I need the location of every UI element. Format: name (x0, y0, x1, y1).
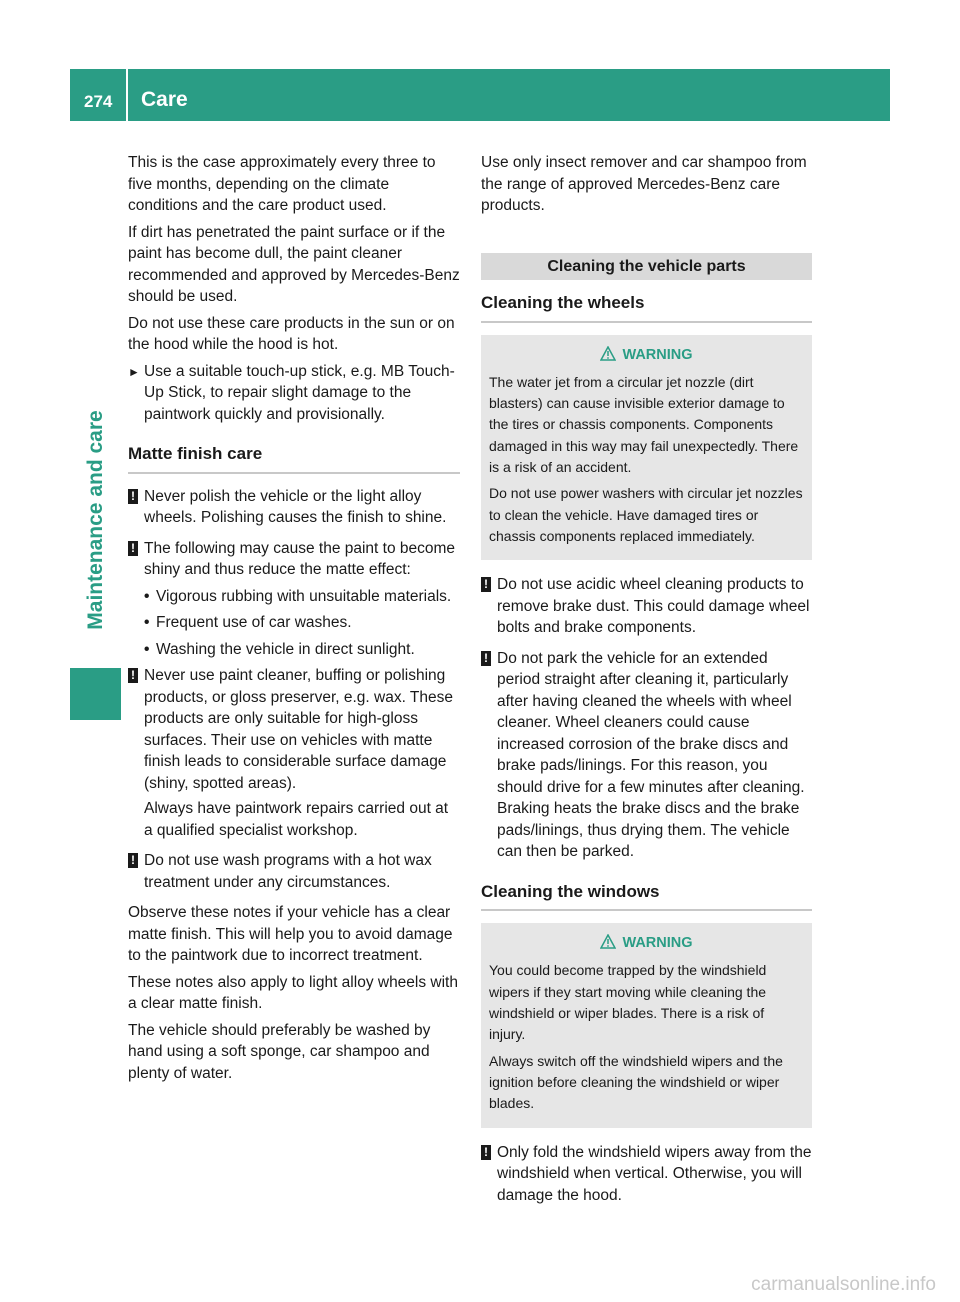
exclamation-icon: ! (481, 577, 491, 592)
note-text: Do not use acidic wheel cleaning products to remove brake dust. This could damage wheel bolts and brake components. (497, 576, 810, 637)
side-tab-marker (70, 668, 121, 720)
instruction-step (128, 361, 460, 426)
warning-header (489, 345, 804, 366)
section-heading-windows: Cleaning the windows (481, 881, 812, 912)
section-heading-wheels: Cleaning the wheels (481, 292, 812, 323)
left-column (128, 152, 460, 1089)
warning-header (489, 933, 804, 954)
paragraph: Use only insect remover and car shampoo from the range of approved Mercedes-Benz care products. (481, 154, 807, 214)
step-arrow-icon: ► (128, 364, 140, 379)
caution-note (128, 486, 460, 529)
paragraph: The vehicle should preferably be washed by hand using a soft sponge, car shampoo and plenty of water. (128, 1021, 431, 1082)
exclamation-icon: ! (481, 651, 491, 666)
warning-title: WARNING (622, 935, 693, 952)
bullet-icon: • (144, 614, 150, 631)
warning-text: Do not use power washers with circular jet nozzles to clean the vehicle. Have damaged tires or chassis components replaced immediately. (489, 485, 803, 544)
page-number: 274 (84, 92, 113, 111)
right-column (481, 152, 812, 1215)
note-text: The following may cause the paint to become shiny and thus reduce the matte effect: (144, 539, 456, 578)
caution-note (128, 538, 460, 581)
note-text: Never polish the vehicle or the light alloy wheels. Polishing causes the finish to shine. (144, 487, 447, 526)
bullet-list (128, 586, 460, 661)
bullet-icon: • (144, 640, 150, 658)
list-item (144, 639, 460, 661)
list-item-text: Washing the vehicle in direct sunlight. (156, 640, 415, 658)
list-item (144, 612, 460, 634)
list-item (144, 586, 460, 608)
caution-note (128, 665, 460, 794)
caution-note (481, 1142, 812, 1207)
exclamation-icon: ! (128, 853, 138, 868)
list-item-text: Frequent use of car washes. (156, 614, 352, 631)
chapter-title: Care (141, 88, 188, 111)
note-text: Do not use wash programs with a hot wax treatment under any circumstances. (144, 852, 432, 891)
caution-note (481, 574, 812, 639)
caution-note (481, 648, 812, 863)
paragraph: These notes also apply to light alloy wheels with a clear matte finish. (128, 973, 458, 1012)
header-divider (126, 69, 128, 121)
warning-text: The water jet from a circular jet nozzle (dirt blasters) can cause invisible exterior damage to the tires or chassis components. Components damaged in this way may fail unexpectedly. There is a risk of an accident. (489, 373, 799, 475)
bullet-icon: • (144, 587, 150, 605)
paragraph: This is the case approximately every three to five months, depending on the climate conditions and the care product used. (128, 154, 436, 214)
section-heading-vehicle-parts: Cleaning the vehicle parts (481, 253, 812, 281)
list-item-text: Vigorous rubbing with unsuitable materials. (156, 587, 452, 605)
site-watermark: carmanualsonline.info (751, 1274, 936, 1295)
section-heading-matte: Matte finish care (128, 443, 460, 474)
caution-note (128, 850, 460, 893)
warning-box (481, 335, 812, 561)
warning-box (481, 923, 812, 1127)
note-text: Only fold the windshield wipers away from the windshield when vertical. Otherwise, you will damage the hood. (497, 1143, 812, 1204)
exclamation-icon: ! (128, 668, 138, 683)
exclamation-icon: ! (128, 489, 138, 504)
side-section-label: Maintenance and care (84, 410, 107, 630)
paragraph: Observe these notes if your vehicle has a clear matte finish. This will help you to avoid damage to the paintwork due to incorrect treatment. (128, 904, 453, 964)
warning-triangle-icon (600, 934, 616, 949)
warning-triangle-icon (600, 346, 616, 361)
exclamation-icon: ! (481, 1145, 491, 1160)
note-text: Never use paint cleaner, buffing or polishing products, or gloss preserver, e.g. wax. These products are only suitable for high-gloss surfaces. Their use on vehicles with matte finish leads to considerable surface damage (shiny, spotted areas). (144, 667, 454, 792)
warning-text: Always switch off the windshield wipers and the ignition before cleaning the windshield or wiper blades. (489, 1052, 783, 1112)
paragraph: If dirt has penetrated the paint surface or if the paint has become dull, the paint cleaner recommended and approved by Mercedes-Benz should be used. (128, 223, 460, 305)
step-text: Use a suitable touch-up stick, e.g. MB Touch-Up Stick, to repair slight damage to the paintwork quickly and provisionally. (144, 362, 455, 423)
paragraph: Do not use these care products in the sun or on the hood while the hood is hot. (128, 314, 455, 353)
note-text: Do not park the vehicle for an extended period straight after cleaning it, particularly after having cleaned the wheels with wheel cleaner. Wheel cleaners could cause increased corrosion of the brake discs and brake pads/linings. For this reason, you should drive for a few minutes after cleaning. Braking heats the brake discs and the brake pads/linings, thus drying them. The vehicle can then be parked. (497, 649, 805, 861)
note-continuation: Always have paintwork repairs carried out at a qualified specialist workshop. (144, 800, 449, 839)
header-bar (70, 69, 890, 121)
exclamation-icon: ! (128, 541, 138, 556)
warning-text: You could become trapped by the windshield wipers if they start moving while cleaning the windshield or wiper blades. There is a risk of injury. (489, 962, 767, 1043)
warning-title: WARNING (622, 346, 693, 363)
